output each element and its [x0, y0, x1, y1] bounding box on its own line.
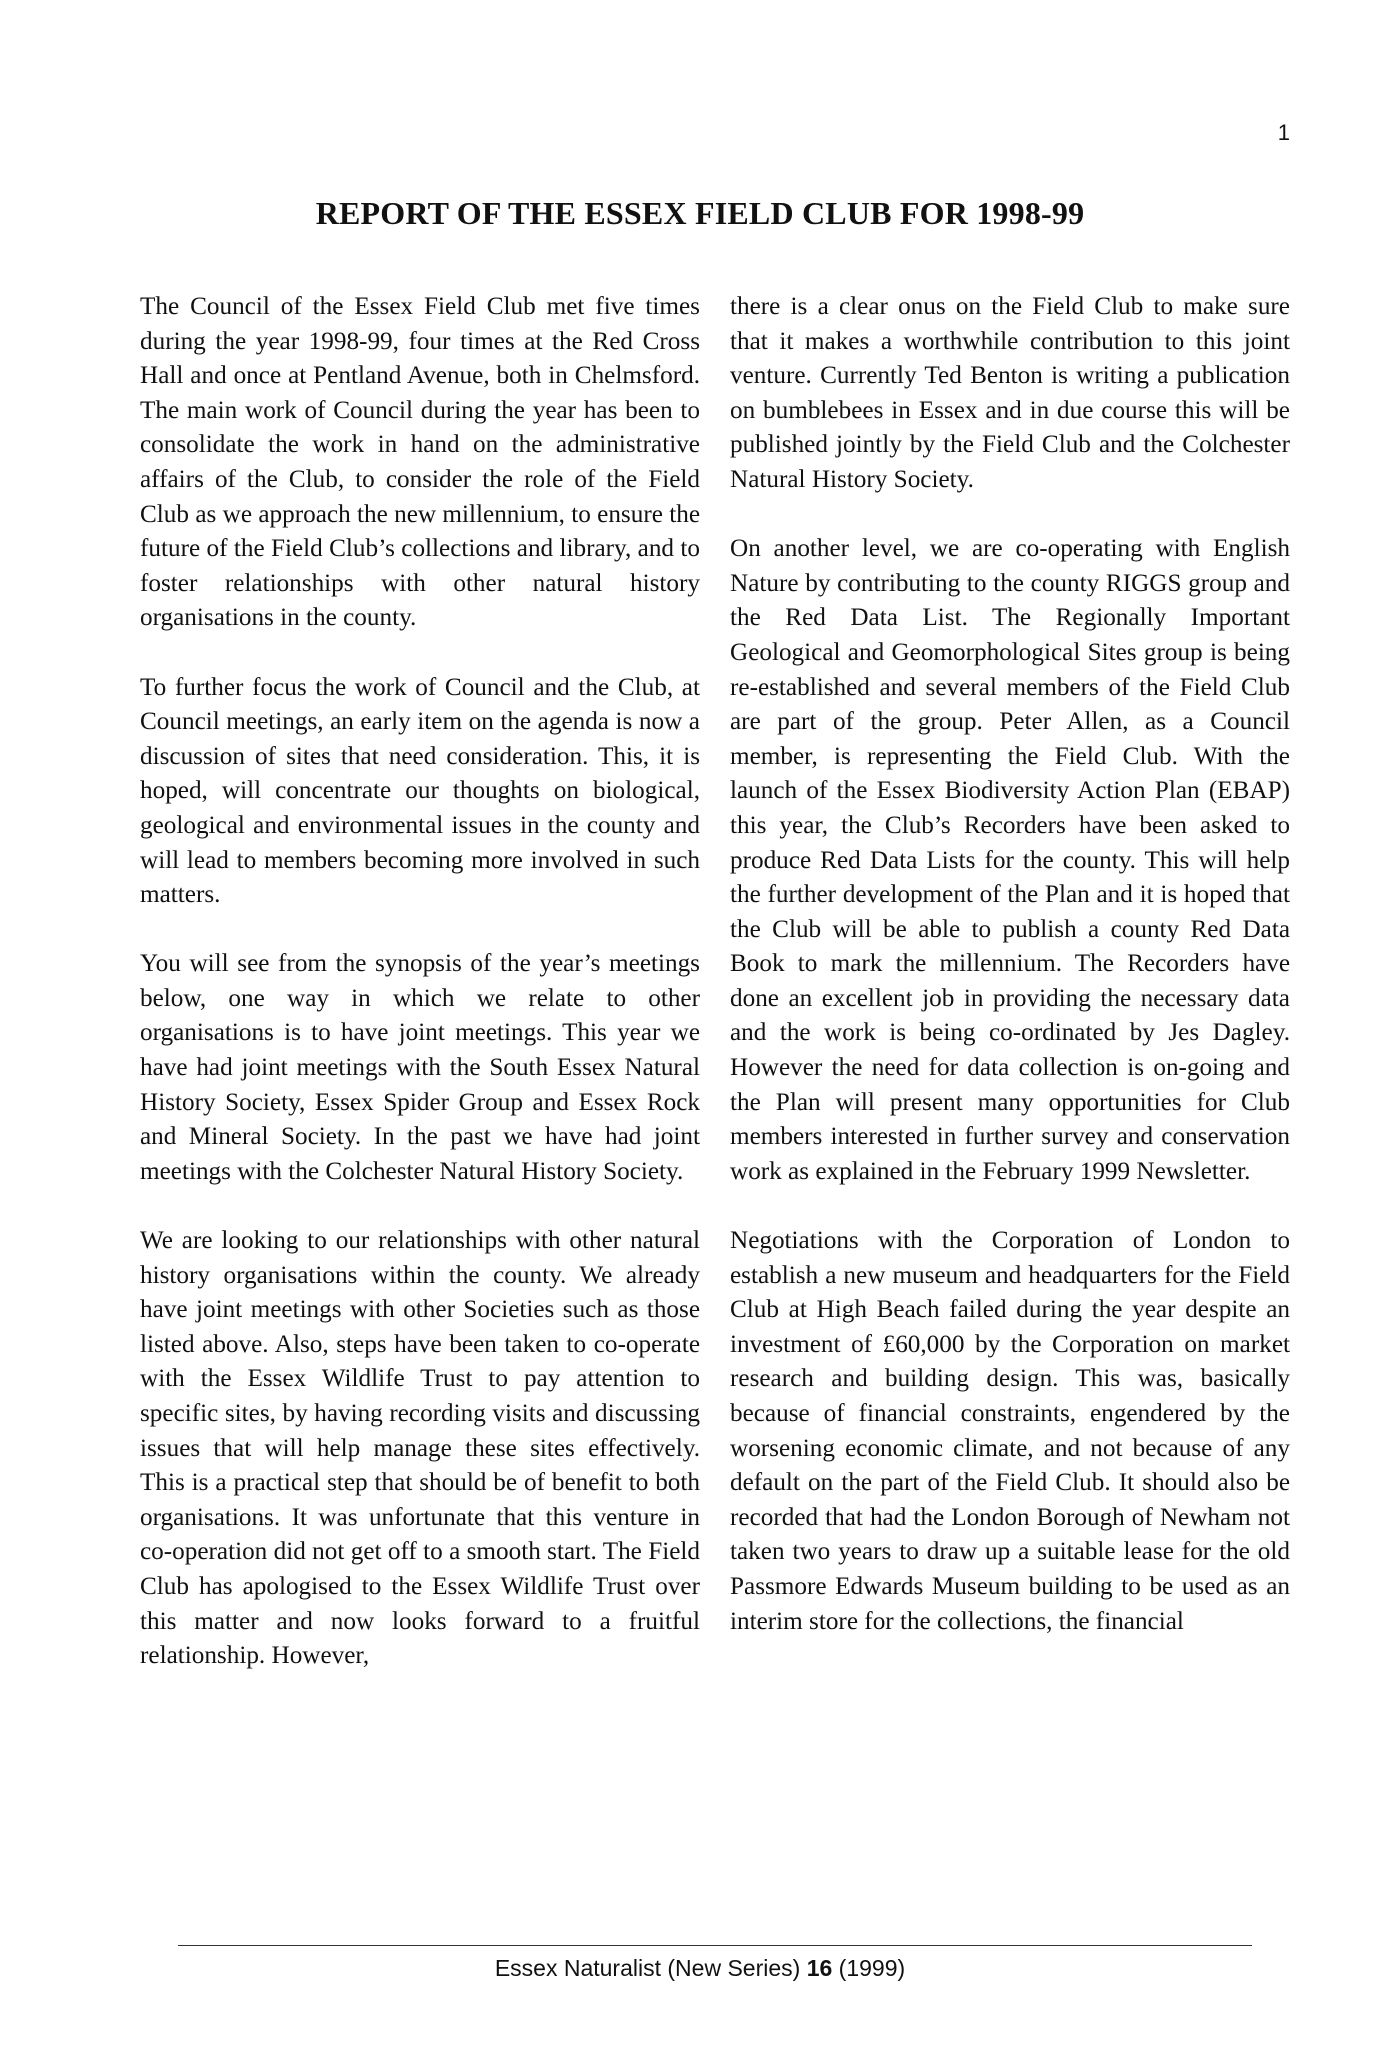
paragraph: Negotiations with the Corporation of London to establish a new museum and headquarters for the Field Club at High Beach failed during the year despite an investment of £60,000 by the Corporation on market research and building design. This was, basically because of financial constraints, engendered by the worsening economic climate, and not because of any default on the part of the Field Club. It should also be recorded that had the London Borough of Newham not taken two years to draw up a suitable lease for the old Passmore Edwards Museum building to be used as an interim store for the collections, the financial: [730, 1227, 1290, 1635]
footer-citation: [0, 1955, 1400, 1982]
volume-number: 16: [806, 1955, 833, 1981]
paragraph: We are looking to our relationships with other natural history organisations within the county. We already have joint meetings with other Societies such as those listed above. Also, steps have been taken to co-operate with the Essex Wildlife Trust to pay attention to specific sites, by having recording visits and discussing issues that will help manage these sites effectively. This is a practical step that should be of benefit to both organisations. It was unfortunate that this venture in co-operation did not get off to a smooth start. The Field Club has apologised to the Essex Wildlife Trust over this matter and now looks forward to a fruitful relationship. However,: [140, 1227, 700, 1670]
paragraph: The Council of the Essex Field Club met five times during the year 1998-99, four times at the Red Cross Hall and once at Pentland Avenue, both in Chelmsford. The main work of Council during the year has been to consolidate the work in hand on the administrative affairs of the Club, to consider the role of the Field Club as we approach the new millennium, to ensure the future of the Field Club’s collections and library, and to foster relationships with other natural history organisations in the county.: [140, 293, 700, 632]
paragraph: there is a clear onus on the Field Club to make sure that it makes a worthwhile contribution to this joint venture. Currently Ted Benton is writing a publication on bumblebees in Essex and in due course this will be published jointly by the Field Club and the Colchester Natural History Society.: [730, 293, 1290, 493]
left-column: [140, 290, 700, 1708]
paragraph: You will see from the synopsis of the year’s meetings below, one way in which we relate to other organisations is to have joint meetings. This year we have had joint meetings with the South Essex Natural History Society, Essex Spider Group and Essex Rock and Mineral Society. In the past we have had joint meetings with the Colchester Natural History Society.: [140, 950, 700, 1185]
right-column: [730, 290, 1290, 1674]
publication-year: (1999): [832, 1955, 906, 1981]
page-title: REPORT OF THE ESSEX FIELD CLUB FOR 1998-99: [315, 195, 1085, 231]
page-number: 1: [1277, 120, 1290, 145]
journal-name: Essex Naturalist (New Series): [494, 1955, 807, 1981]
paragraph: To further focus the work of Council and the Club, at Council meetings, an early item on the agenda is now a discussion of sites that need consideration. This, it is hoped, will concentrate our thoughts on biological, geological and environmental issues in the county and will lead to members becoming more involved in such matters.: [140, 673, 700, 909]
paragraph: On another level, we are co-operating with English Nature by contributing to the county RIGGS group and the Red Data List. The Regionally Important Geological and Geomorphological Sites group is being re-established and several members of the Field Club are part of the group. Peter Allen, as a Council member, is representing the Field Club. With the launch of the Essex Biodiversity Action Plan (EBAP) this year, the Club’s Recorders have been asked to produce Red Data Lists for the county. This will help the further development of the Plan and it is hoped that the Club will be able to publish a county Red Data Book to mark the millennium. The Recorders have done an excellent job in providing the necessary data and the work is being co-ordinated by Jes Dagley. However the need for data collection is on-going and the Plan will present many opportunities for Club members interested in further survey and conservation work as explained in the February 1999 Newsletter.: [730, 535, 1290, 1185]
footer-divider: [178, 1945, 1252, 1946]
